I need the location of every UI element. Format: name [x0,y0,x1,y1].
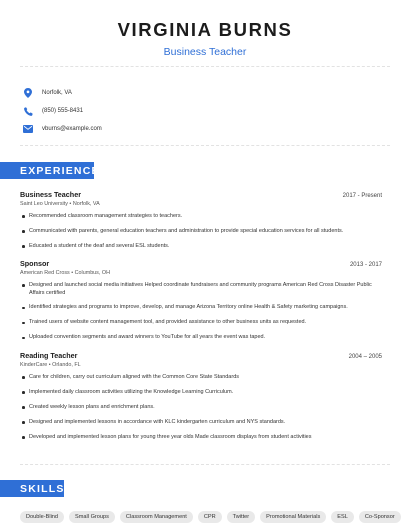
skill-chip: Small Groups [69,511,115,523]
mail-icon [22,123,34,135]
experience-heading: EXPERIENCE [0,162,94,179]
experience-dates: 2004 – 2005 [348,354,382,360]
contact-location [22,84,102,102]
contact-phone [22,102,102,120]
experience-org: KinderCare • Orlando, FL [20,362,81,368]
experience-bullet: Educated a student of the deaf and several ESL students. [20,243,382,251]
experience-divider [20,464,390,465]
experience-dates: 2017 - Present [342,193,382,199]
resume-header [0,0,410,58]
phone-text: (850) 555-8431 [42,108,84,114]
experience-title: Business Teacher [20,190,81,199]
candidate-name: VIRGINIA BURNS [117,19,293,40]
experience-item [20,351,382,448]
skills-list [20,511,401,523]
experience-item [20,190,382,258]
job-title: Business Teacher [163,46,247,58]
experience-bullet: Designed and implemented lessons in accordance with KLC kindergarten curriculum and NYS standards. [20,419,382,427]
experience-bullet: Identified strategies and programs to improve, develop, and manage Arizona Territory online Health & Safety marketing campaigns. [20,304,382,312]
experience-bullet: Recommended classroom management strategies to teachers. [20,213,382,221]
experience-bullet: Designed and launched social media initiatives Helped coordinate fundraisers and community programs American Red Cross Disaster Public Affairs certified [20,282,382,297]
skill-chip: Classroom Management [120,511,193,523]
experience-org: Saint Leo University • Norfolk, VA [20,201,100,207]
experience-bullet: Developed and implemented lesson plans for young three year olds Made classroom displays from student activities [20,434,382,442]
skill-chip: Co-Sponsor [359,511,401,523]
skill-chip: Twitter [227,511,255,523]
experience-title: Reading Teacher [20,351,78,360]
experience-bullet: Communicated with parents, general education teachers and administration to provide special education services for all students. [20,228,382,236]
experience-item [20,259,382,349]
contact-list [22,84,102,138]
experience-title: Sponsor [20,259,50,268]
skill-chip: Double-Blind [20,511,64,523]
experience-bullet: Implemented daily classroom activities utilizing the Knowledge Learning Curriculum. [20,389,382,397]
skill-chip: ESL [331,511,354,523]
email-text: vburns@example.com [42,126,102,132]
location-text: Norfolk, VA [42,90,72,96]
skill-chip: Promotional Materials [260,511,326,523]
header-divider [20,66,390,67]
experience-bullet: Trained users of website content management tool, and provided assistance to other business units as requested. [20,319,382,327]
skills-heading: SKILLS [0,480,64,497]
experience-org: American Red Cross • Columbus, OH [20,270,110,276]
experience-bullet: Care for children, carry out curriculum aligned with the Common Core State Standards [20,374,382,382]
contact-divider [20,145,390,146]
phone-icon [22,105,34,117]
skill-chip: CPR [198,511,222,523]
experience-bullet: Created weekly lesson plans and enrichment plans. [20,404,382,412]
contact-email [22,120,102,138]
location-pin-icon [22,87,34,99]
experience-dates: 2013 - 2017 [349,262,382,268]
experience-bullet: Uploaded convention segments and award winners to YouTube for all years the event was taped. [20,334,382,342]
